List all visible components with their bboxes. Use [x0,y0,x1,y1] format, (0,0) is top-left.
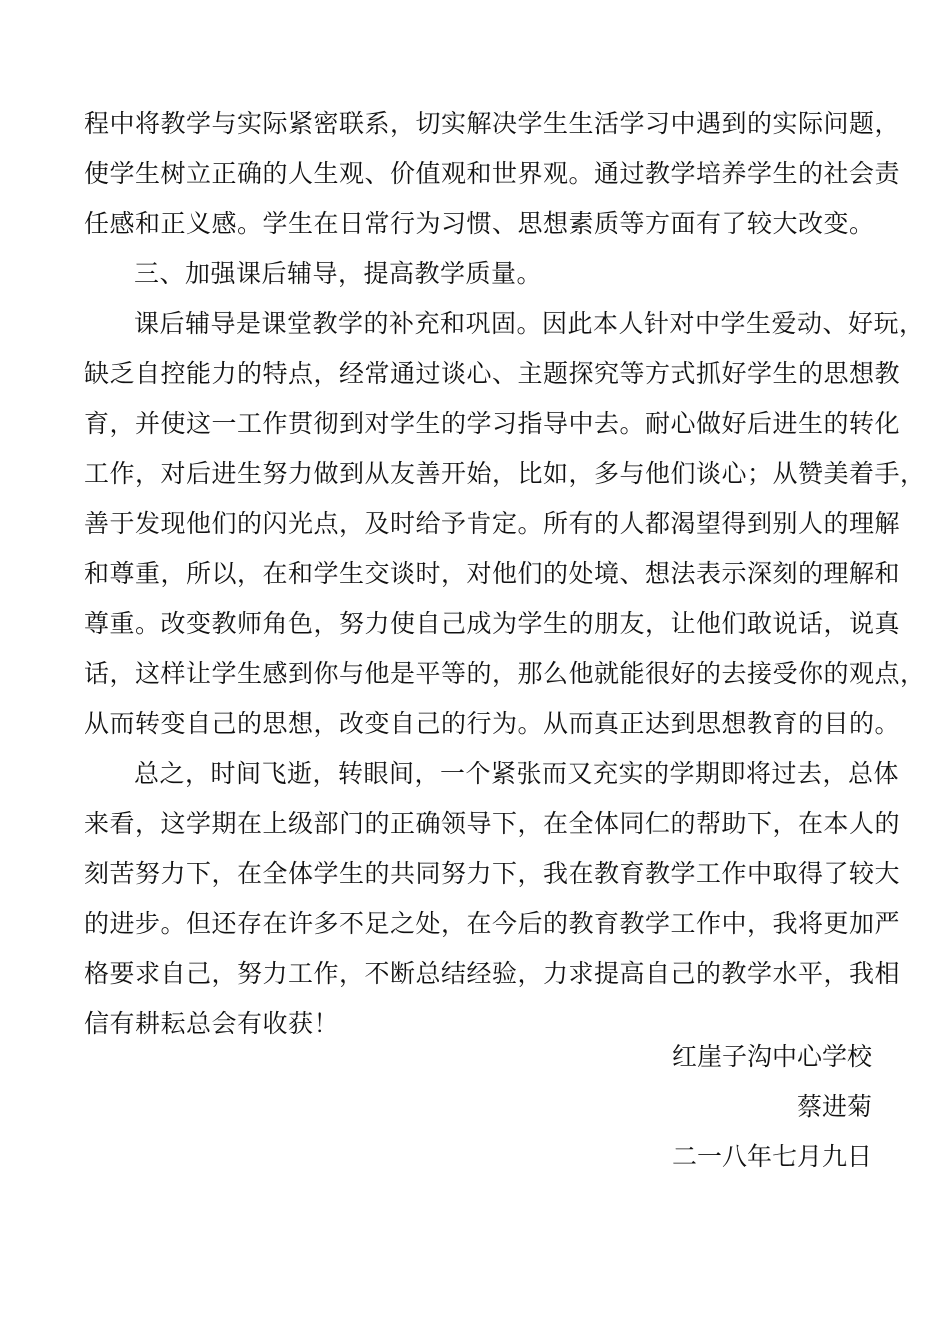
body-line: 尊重。改变教师角色，努力使自己成为学生的朋友，让他们敢说话，说真 [84,609,901,638]
body-line: 话，这样让学生感到你与他是平等的，那么他就能很好的去接受你的观点， [84,659,926,688]
body-line: 和尊重，所以，在和学生交谈时，对他们的处境、想法表示深刻的理解和 [84,559,901,588]
body-line: 缺乏自控能力的特点，经常通过谈心、主题探究等方式抓好学生的思想教 [84,359,901,388]
signature-date: 二一八年七月九日 [671,1142,872,1171]
body-line: 信有耕耘总会有收获！ [84,1009,340,1038]
body-line: 育，并使这一工作贯彻到对学生的学习指导中去。耐心做好后进生的转化 [84,409,901,438]
body-line: 使学生树立正确的人生观、价值观和世界观。通过教学培养学生的社会责 [84,159,901,188]
body-line: 程中将教学与实际紧密联系，切实解决学生生活学习中遇到的实际问题， [84,109,901,138]
signature-name: 蔡进菊 [796,1092,872,1121]
body-line: 任感和正义感。学生在日常行为习惯、思想素质等方面有了较大改变。 [84,209,875,238]
body-line: 课后辅导是课堂教学的补充和巩固。因此本人针对中学生爱动、好玩， [134,309,925,338]
signature-school: 红崖子沟中心学校 [671,1042,872,1071]
body-line: 善于发现他们的闪光点，及时给予肯定。所有的人都渴望得到别人的理解 [84,509,901,538]
body-line: 从而转变自己的思想，改变自己的行为。从而真正达到思想教育的目的。 [84,709,901,738]
body-line: 刻苦努力下，在全体学生的共同努力下，我在教育教学工作中取得了较大 [84,859,901,888]
body-line: 格要求自己，努力工作，不断总结经验，力求提高自己的教学水平，我相 [84,959,901,988]
body-line: 来看，这学期在上级部门的正确领导下，在全体同仁的帮助下，在本人的 [84,809,901,838]
section-heading: 三、加强课后辅导，提高教学质量。 [134,259,543,288]
body-line: 的进步。但还存在许多不足之处，在今后的教育教学工作中，我将更加严 [84,909,901,938]
body-line: 总之，时间飞逝，转眼间，一个紧张而又充实的学期即将过去，总体 [134,759,900,788]
body-line: 工作，对后进生努力做到从友善开始，比如，多与他们谈心；从赞美着手， [84,459,926,488]
